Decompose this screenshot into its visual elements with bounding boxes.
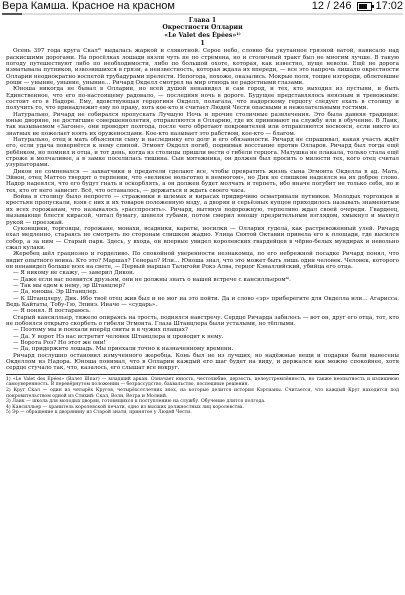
footnote-divider (6, 374, 399, 375)
dialogue-line: — Да. У ворот Нэ нас встретит человек Штанцлера и проводит к нему. (13, 333, 224, 340)
footnote[interactable]: 4) Кансилльер — хранитель королевской печати, одно из высших должностных лиц королевства. (6, 404, 245, 410)
paragraph: Юноша никогда не бывал в Олларии, но всей душой ненавидел и сам город, и тех, кто выходил из пустыни, и быть Единственное, что его по-настоящему радовало, — последняя ночь в дороге. Будущее представлялось неясным и тревожным: состоит его в Надоре. Ему, вдовствующая герцогиня Окделл, полагала, что надорскому герцогу следует ехать в столицу и получить то, что принадлежит ему по праву, хоть кое-кто и считает Людей Чести опасными и нежелательными гостями. (6, 86, 399, 112)
chapter-title: Глава 1 (188, 17, 217, 24)
dialogue-line: Старый кансилльер, тяжело опираясь на трость, поднялся навстречу. Сердце Ричарда забилось — вот он, друг его отца, тот, кто не побоялся открыто скорбеть о гибели Эгмонта. Глаза Штанцлера были усталыми, но тёплыми. (6, 314, 399, 327)
section-number: 1 (200, 40, 205, 48)
dialogue-line: — Поэтому мы и поехали вперёд свиты и в чужих плащах? (13, 327, 188, 334)
dialogue-line: — К Штанцлеру, Дик. Ибо твоё отец жив был и не мог на это пойти. Да и слово «эр» приберегите для Окделла или… Агарисса. Ведь Кайтаты, Тобу-Гю, Эпинэ. Иначе — «сударь». (6, 295, 399, 308)
dialogue-line: — Да, юноша. Эр Штанцлер. (13, 289, 98, 296)
chapter-epigraph: «Le Valet des Épées»¹⁾ (164, 31, 241, 39)
paragraph: Суконщики, торговцы, горожане, монахи, всадники, кареты, носилки — Оллария гудела, как растревоженный улей. Ричард ехал медленно, стараясь не смотреть по сторонам слишком жадно. Улица Святой Октавии привела его к площади, где высился собор, а за ним — Старый парк. Здесь, у входа, он впервые увидел королевских гвардейцев в чёрно-белых мундирах и невольно сжал кулаки. (6, 225, 399, 251)
status-bar (0, 0, 405, 13)
page-counter: 12 / 246 (311, 0, 352, 12)
status-right (312, 0, 405, 13)
dialogue-line: — Так мы едем к нему, эр Штанцлер? (13, 282, 126, 289)
dialogue-line: — Я понял. Я постараюсь. (13, 308, 91, 315)
battery-icon (357, 2, 372, 11)
clock: 17:02 (375, 0, 403, 12)
dialogue-line: — Я никому не скажу, — заверил Дикон. (13, 270, 135, 277)
footnote[interactable]: 1) «Le Valet des Épées» (Валет Шпаг) — младший аркан. Означает юность, честолюбие, дерзость, целеустремлённость, но также неопытность и излишнюю самоуверенность. В перевёрнутом положении — безрассудство, бахвальство, поспешные решения. (6, 376, 399, 388)
book-title: Вера Камша. Красное на красном (2, 0, 175, 12)
footnote[interactable]: 2) Круг Скал — один из четырёх Кругов, четырёхсотлетних эпох, на которые делится история Кэртианы. Считается, что каждый Круг находится под покровительством одной из Стихий: Скал, Волн, Ветра и Молний. (6, 387, 399, 399)
footnotes (6, 377, 399, 416)
page-content[interactable] (6, 17, 399, 593)
dialogue-line: — Даже если вас появится друзьям, они не должны знать о нашей встрече с кансилльером⁴⁾. (13, 276, 291, 283)
paragraph: Ричард послушно остановил измученного жеребца. Конь был не из лучших, но надёжные вещи и подарки были вынесены Окделлом из Надора. Юноша понимал, что в Олларии каждый его шаг будет на виду, и держался как можно спокойнее, хотя сердце стучало так, что, казалось, его слышат все вокруг. (6, 352, 399, 372)
paragraph: Натурально, отец и мать объясняли сыну и наследнику его долг и его обязанности. Ричард не спрашивал, какая участь ждёт его, если удача повернётся к нему спиной. Эгмонт Окделл погиб, поднимая восстание против Олларов. Ричард был тогда ещё ребёнком, но помнил и отца, и тот день, когда из столицы пришли вести о гибели герцога. Матушка не плакала, только стала ещё строже и молчаливее, а в замке поселилась тишина. Сын мятежника, он должен был просить о милости тех, кого отец считал узурпаторами. (6, 137, 399, 169)
reading-progress-fill (2, 13, 22, 15)
paragraph: Натурально, Ричард не собирался пропускать Лучшую Ночь и прочие столичные развлечения. Это была давняя традиция: юные дворяне, не достигшие совершеннолетия, отправляются в Олларию, где их принимают на службу или в обучение. В Лаик, так называемом «Загоне», они проводят полгода, после чего обретают покровителей или отправляются восвояси, если никто из знатных не пожелает взять их оруженосцами. Кое-кто называет это рабством, кое-кто — благом. (6, 111, 399, 137)
footnote[interactable]: 5) Эр — обращение к дворянину из Старой знати, принятое у Людей Чести. (6, 410, 192, 416)
paragraph: Война в столицу было непросто — стражники в шлемах и кирасах придирчиво осматривали путников. Молодых торговцев и крестьян пропускали, взяв с них и их товаров положенную мзду, а дворян и серьёзных купцов приходилось называть знаменитым их всех горожанам, что называлось «расспросить». Ричард, вытянув подорожную, терпеливо ждал своей очереди. Гвардеец, вызывающе блестя кирасой, читал бумагу, шевеля губами, потом смерил юношу презрительным взглядом, хмыкнул и махнул рукой — проезжай. (6, 194, 399, 226)
dialogue-line: — Ворота Роз? Но этот же они! (13, 340, 106, 347)
dialogue-line: — Да, придержите лошадь. Мы приехали точно к назначенному времени. (13, 346, 234, 353)
chapter-subtitle: Окрестности Олларии (162, 24, 243, 32)
paragraph: Жеребец шёл грациозно и горделиво. По спокойной уверенности незнакомца, по его небрежной посадке Ричард понял, что видит опытного воина. Кто это? Маршал? Генерал? Или… Юноша знал, что это может быть лишь один человек. Человек, которого он ненавидел больше всех на свете, — Первый маршал Талигойи Рокэ Алва, герцог Кэналлийский, убийца его отца. (6, 251, 399, 270)
reading-progress-bar (2, 13, 403, 15)
footnote[interactable]: 3) Лаик — школа для молодых дворян, готовящихся к поступлению на службу. Обучение длится полгода. (6, 399, 266, 405)
paragraph: Дикон не сомневался — захватчики и предатели сделают все, чтобы превратить жизнь сына Эгмонта Окделла в ад. Мать, Эйвон, отец Маттео твердят о терпении, что «великое вольготно в немногом», но Дик не слишком надеялся на их доброе слово. Надор надеялся, что его будут гнать и оскорблять, а он должен будет молчать и терпеть, ибо иначе погубит не только себя, но и тех, кто от него зависит. Всё, что оставалось, — держаться и ждать своего часа. (6, 168, 399, 194)
paragraph: Осень 397 года круга Скал²⁾ выдалась жаркой и слякотной. Серое небо, словно бы укутанное грязной ватой, нависало над раскисшими дорогами. На просёлках лошади вязли чуть не по стремена, но и столичный тракт был не многим лучше. В такую погоду путешествуют либо по необходимости, либо по большой охоте, которая, как известно, пуще неволи. Ещё не дорога изматывала путников, извозившихся в грязи, а неизвестность, которая ждала их впереди, — все это напрочь лишало окрестности Олларии неоднократно воспетой трубадурами прелести. Непогода, похоже, оказались. Мокрые поля, тощие изгороди, облетевшие рощи — уныние, уныние, уныние… Ричард Окделл смотрел на мир отнюдь не радостными глазами. (6, 48, 399, 86)
